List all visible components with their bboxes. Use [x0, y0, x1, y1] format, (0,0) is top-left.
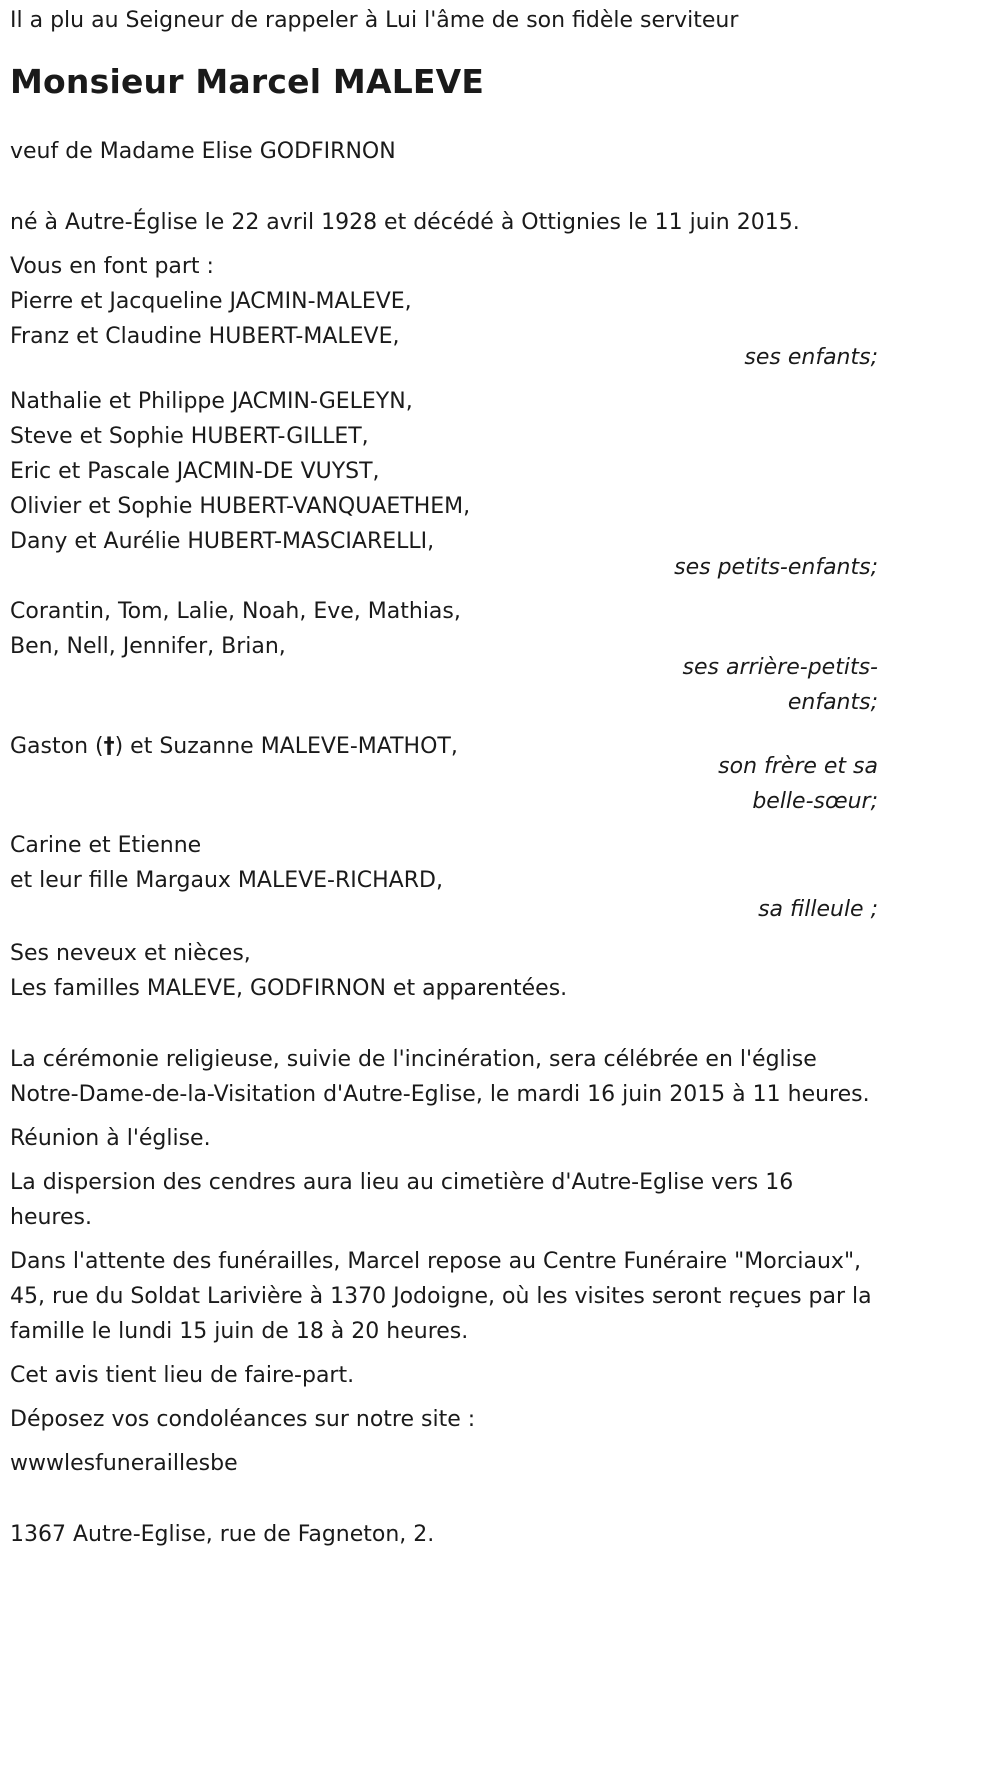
visits-text: Dans l'attente des funérailles, Marcel repose au Centre Funéraire "Morciaux", 45, rue du Soldat Larivière à 1370 Jodoigne, où les visites seront reçues par la famille le lundi 15 juin de 18 à 20 heures. — [10, 1249, 872, 1345]
intro-text: Il a plu au Seigneur de rappeler à Lui l'âme de son fidèle serviteur — [10, 8, 739, 33]
family-group-extended — [10, 936, 878, 1006]
family-line: et leur fille Margaux MALEVE-RICHARD, — [10, 868, 443, 894]
website-text: wwwlesfuneraillesbe — [10, 1451, 238, 1477]
sibling-name-start: Gaston ( — [10, 734, 104, 760]
ceremony-text: La cérémonie religieuse, suivie de l'incinération, sera célébrée en l'église Notre-Dame-de-la-Visitation d'Autre-Eglise, le mardi 16 juin 2015 à 11 heures. — [10, 1047, 870, 1108]
family-line: Ben, Nell, Jennifer, Brian, — [10, 634, 286, 660]
widow-line: veuf de Madame Elise GODFIRNON — [10, 139, 396, 165]
condolences-text: Déposez vos condoléances sur notre site : — [10, 1407, 476, 1433]
announce-line: Vous en font part : — [10, 254, 214, 280]
relation-label: sa filleule ; — [758, 897, 878, 923]
deceased-name: Monsieur Marcel MALEVE — [10, 62, 485, 102]
family-line: Olivier et Sophie HUBERT-VANQUAETHEM, — [10, 494, 471, 520]
family-line: Nathalie et Philippe JACMIN-GELEYN, — [10, 389, 413, 415]
family-group-great-grandchildren — [10, 594, 878, 720]
obituary-notice — [10, 3, 878, 1552]
birth-death-line: né à Autre-Église le 22 avril 1928 et décédé à Ottignies le 11 juin 2015. — [10, 210, 800, 236]
family-line: Dany et Aurélie HUBERT-MASCIARELLI, — [10, 529, 435, 555]
family-line: Les familles MALEVE, GODFIRNON et apparentées. — [10, 976, 568, 1002]
family-group-goddaughter — [10, 828, 878, 927]
family-group-children — [10, 249, 878, 375]
dispersion-text: La dispersion des cendres aura lieu au cimetière d'Autre-Eglise vers 16 heures. — [10, 1170, 794, 1231]
notice-text: Cet avis tient lieu de faire-part. — [10, 1363, 355, 1389]
meeting-text: Réunion à l'église. — [10, 1126, 211, 1152]
sibling-name-end: ) et Suzanne MALEVE-MATHOT, — [114, 734, 458, 760]
cross-icon: † — [103, 734, 115, 760]
family-line: Ses neveux et nièces, — [10, 941, 251, 967]
family-group-grandchildren — [10, 384, 878, 585]
relation-label: ses enfants; — [744, 345, 878, 371]
family-line: Franz et Claudine HUBERT-MALEVE, — [10, 324, 400, 350]
relation-label: son frère et sa belle-sœur; — [718, 754, 878, 815]
family-line: Carine et Etienne — [10, 833, 202, 859]
family-line: Pierre et Jacqueline JACMIN-MALEVE, — [10, 289, 412, 315]
family-line: Corantin, Tom, Lalie, Noah, Eve, Mathias, — [10, 599, 461, 625]
family-line: Steve et Sophie HUBERT-GILLET, — [10, 424, 369, 450]
family-line: Eric et Pascale JACMIN-DE VUYST, — [10, 459, 380, 485]
address-text: 1367 Autre-Eglise, rue de Fagneton, 2. — [10, 1522, 435, 1548]
relation-label: ses arrière-petits-enfants; — [682, 655, 878, 716]
relation-label: ses petits-enfants; — [674, 555, 878, 581]
family-group-sibling — [10, 729, 878, 819]
